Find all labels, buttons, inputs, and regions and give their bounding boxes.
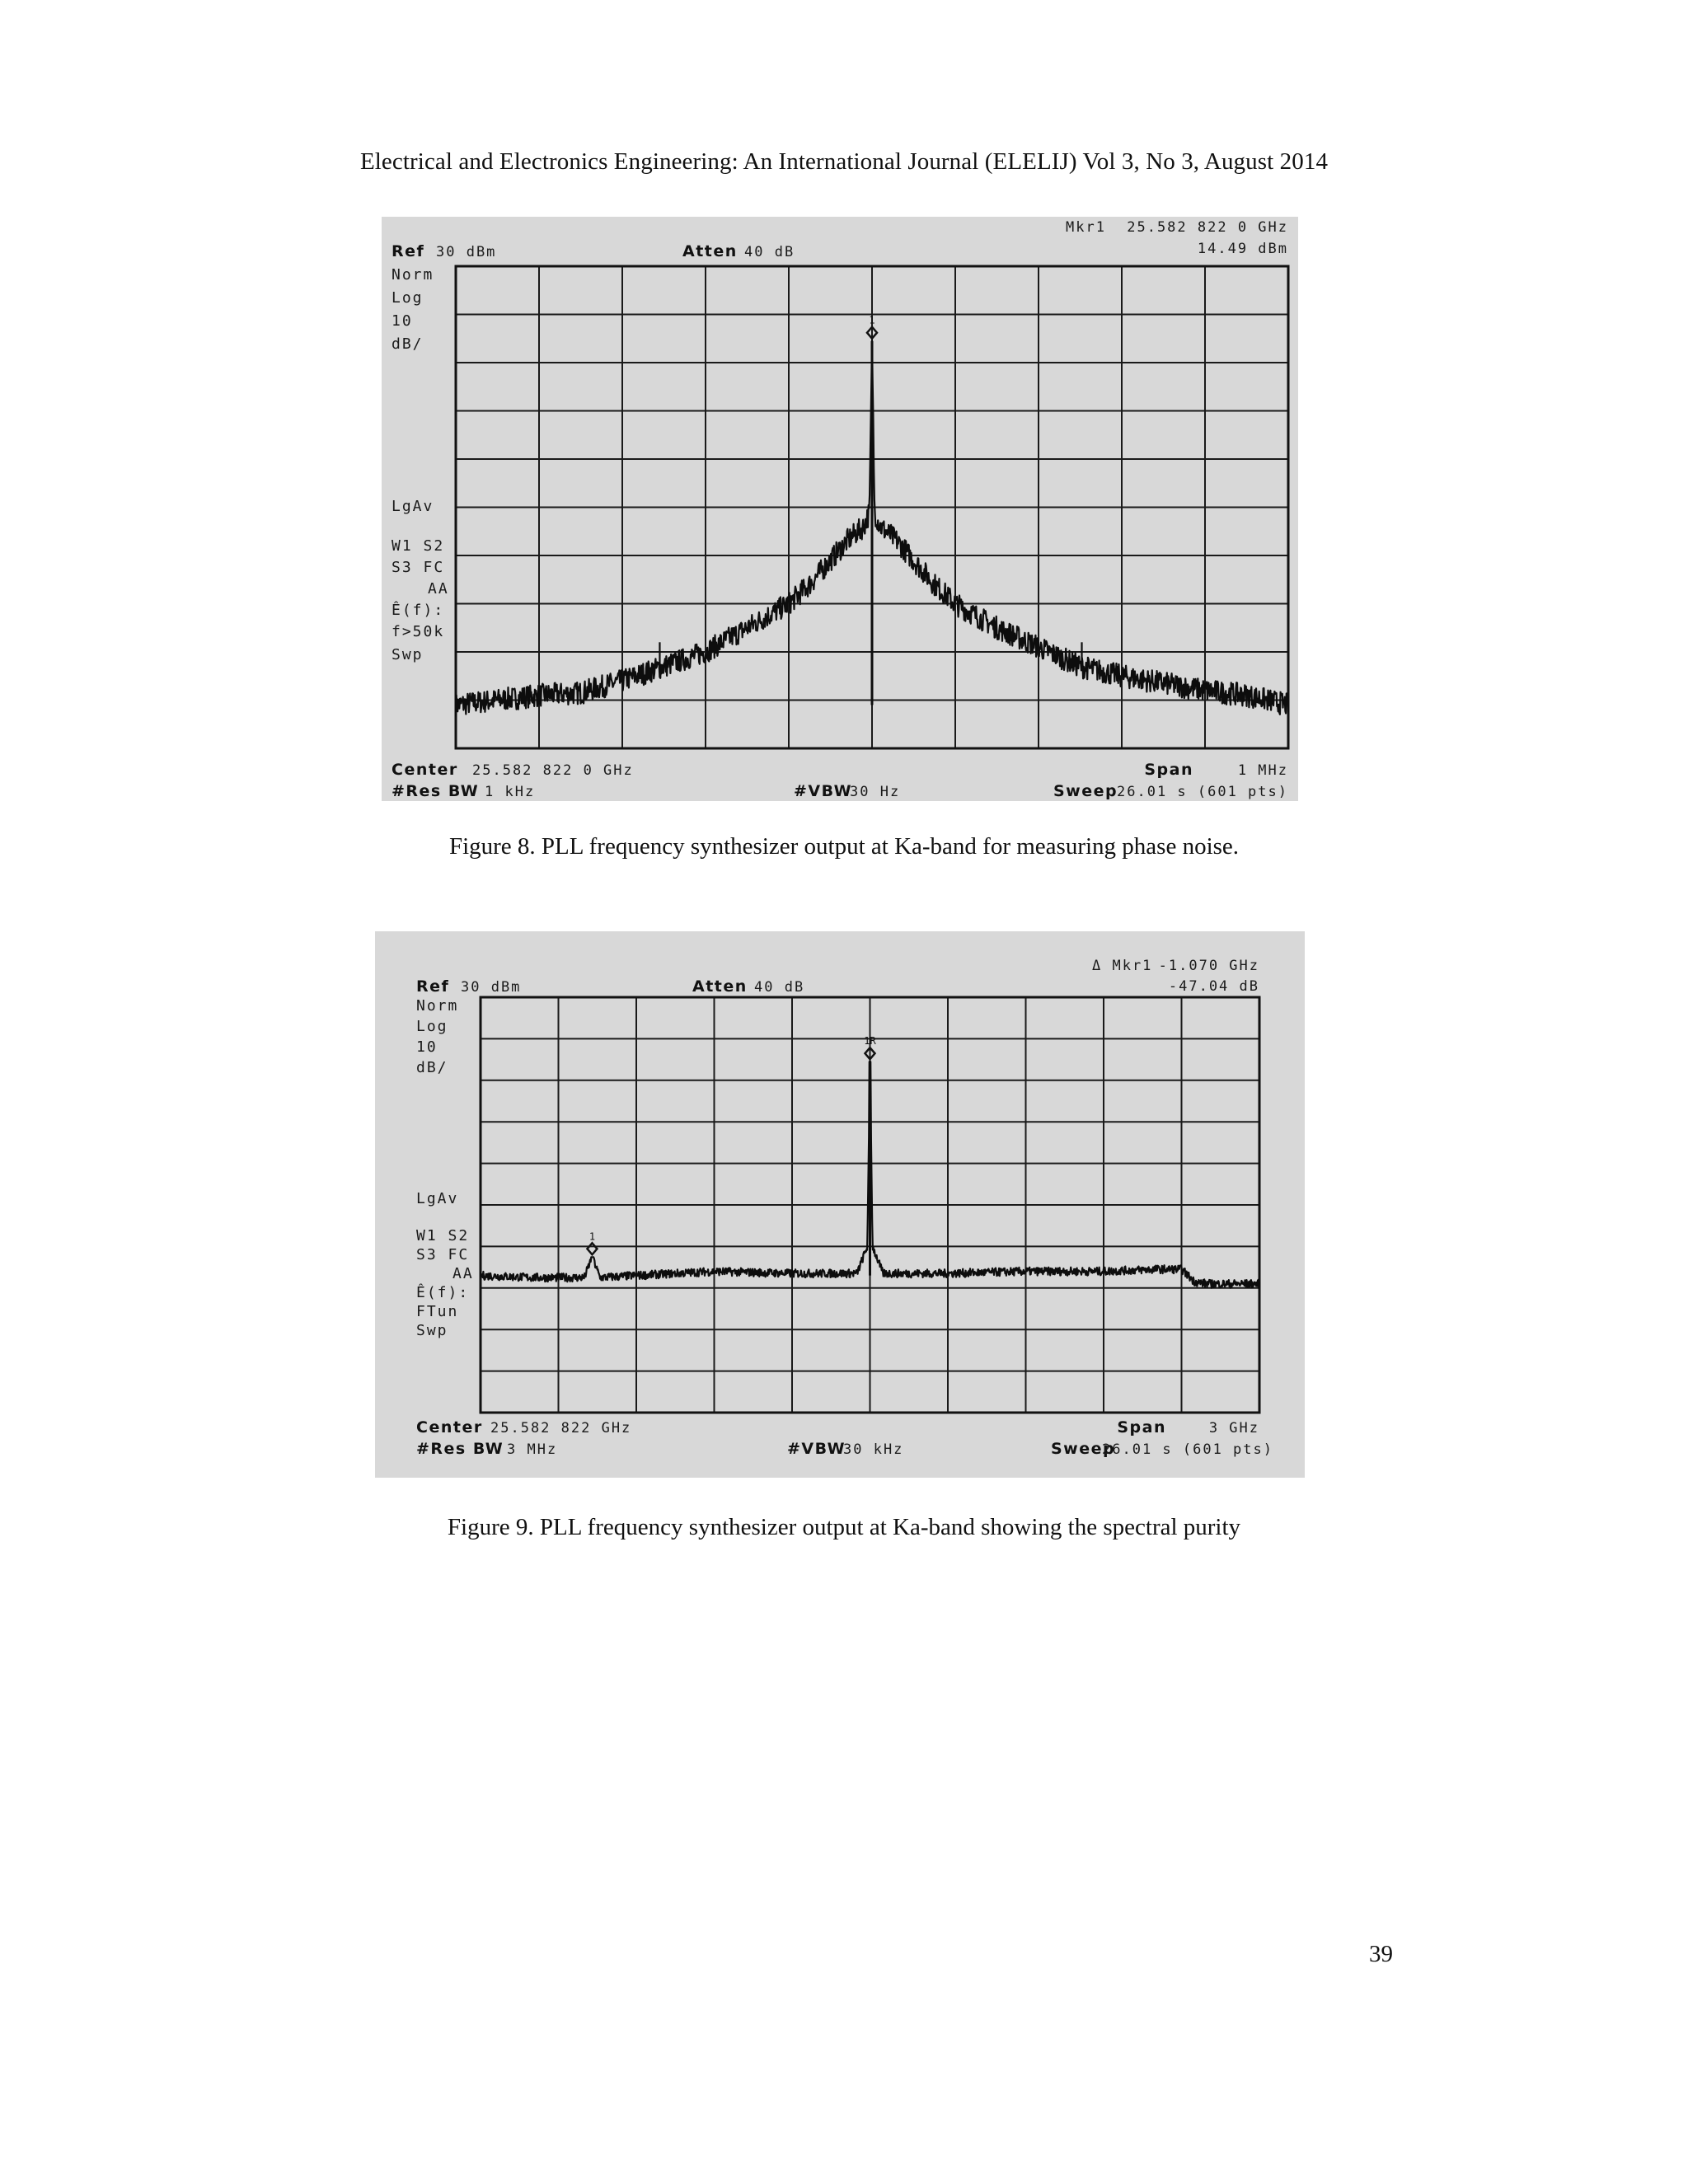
figure-8-side-ef: Ê(f): [392,602,445,619]
figure-8-side-aa: AA [428,580,449,598]
page-number: 39 [1369,1941,1393,1967]
figure-9-atten-label: Atten [692,977,748,996]
marker-1-diamond-label: 1 [869,314,875,326]
figure-9-marker-label: Δ Mkr1 [1092,958,1153,974]
figure-9-side-w1s2: W1 S2 [416,1227,470,1244]
figure-8-side-lgav: LgAv [392,498,434,515]
figure-9-side-norm: Norm [416,997,459,1015]
figure-9-side-scale: 10 [416,1038,438,1056]
figure-9-resbw-label: #Res BW [416,1440,504,1458]
figure-9-marker-level: -47.04 dB [1168,978,1259,995]
figure-8-span-value: 1 MHz [1237,762,1288,779]
figure-8-side-scale: 10 [392,312,413,330]
figure-8-marker-freq: 25.582 822 0 GHz [1127,219,1288,236]
figure-8-center-value: 25.582 822 0 GHz [472,762,634,779]
figure-8-atten-value: 40 dB [744,244,795,260]
figure-8-vbw-value: 30 Hz [850,784,901,800]
figure-9-vbw-label: #VBW [787,1440,846,1458]
figure-8-sweep-value: 26.01 s (601 pts) [1117,784,1288,800]
figure-9-side-swp: Swp [416,1322,448,1339]
figure-8-atten-label: Atten [682,242,738,260]
figure-9-caption: Figure 9. PLL frequency synthesizer output at Ka-band showing the spectral purity [447,1514,1241,1540]
figure-8-vbw-label: #VBW [794,782,853,800]
marker-1-diamond-label: 1R [864,1035,876,1047]
figure-9-side-ef: Ê(f): [416,1284,470,1301]
figure-8-side-w1s2: W1 S2 [392,537,445,555]
figure-8-center-label: Center [392,761,458,779]
figure-9-side-aa: AA [452,1265,474,1282]
figure-8-caption: Figure 8. PLL frequency synthesizer output at Ka-band for measuring phase noise. [448,833,1240,860]
figure-9-side-log: Log [416,1018,448,1035]
figure-8-side-f50k: f>50k [392,623,445,640]
figure-9-span-value: 3 GHz [1208,1420,1259,1436]
figure-8-ref-label: Ref [392,242,425,260]
figure-9-ref-value: 30 dBm [461,979,522,996]
figure-9-side-lgav: LgAv [416,1190,459,1207]
figure-9-spectrum-plot [375,931,1305,1478]
figure-8-spectrum-plot [382,217,1298,801]
figure-9-vbw-value: 30 kHz [843,1441,904,1458]
delta-marker-diamond [587,1243,597,1254]
figure-9-sweep-value: 26.01 s (601 pts) [1102,1441,1273,1458]
figure-9-center-value: 25.582 822 GHz [490,1420,632,1436]
figure-8-marker-level: 14.49 dBm [1197,241,1288,257]
delta-marker-diamond-label: 1 [588,1230,596,1243]
figure-9-side-s3fc: S3 FC [416,1246,470,1263]
figure-9-sweep-label: Sweep [1051,1440,1116,1458]
figure-9-side-ftun: FTun [416,1303,459,1320]
figure-9-resbw-value: 3 MHz [507,1441,558,1458]
figure-9-ref-label: Ref [416,977,450,996]
figure-8-ref-value: 30 dBm [436,244,497,260]
figure-8-span-label: Span [1144,761,1193,779]
figure-8-side-unit: dB/ [392,335,424,353]
figure-8-side-s3fc: S3 FC [392,559,445,576]
figure-9-marker-freq: -1.070 GHz [1158,958,1259,974]
figure-9-side-unit: dB/ [416,1059,448,1076]
figure-9-atten-value: 40 dB [754,979,805,996]
figure-8-side-log: Log [392,289,424,307]
running-header: Electrical and Electronics Engineering: An International Journal (ELELIJ) Vol 3, No 3, August 2014 [359,148,1329,175]
figure-8-resbw-value: 1 kHz [485,784,536,800]
figure-8-side-swp: Swp [392,646,424,663]
figure-8-side-norm: Norm [392,266,434,284]
figure-9-center-label: Center [416,1418,483,1436]
figure-8-sweep-label: Sweep [1053,782,1118,800]
figure-8-marker-label: Mkr1 [1066,219,1106,236]
figure-9-span-label: Span [1117,1418,1166,1436]
figure-8-resbw-label: #Res BW [392,782,480,800]
